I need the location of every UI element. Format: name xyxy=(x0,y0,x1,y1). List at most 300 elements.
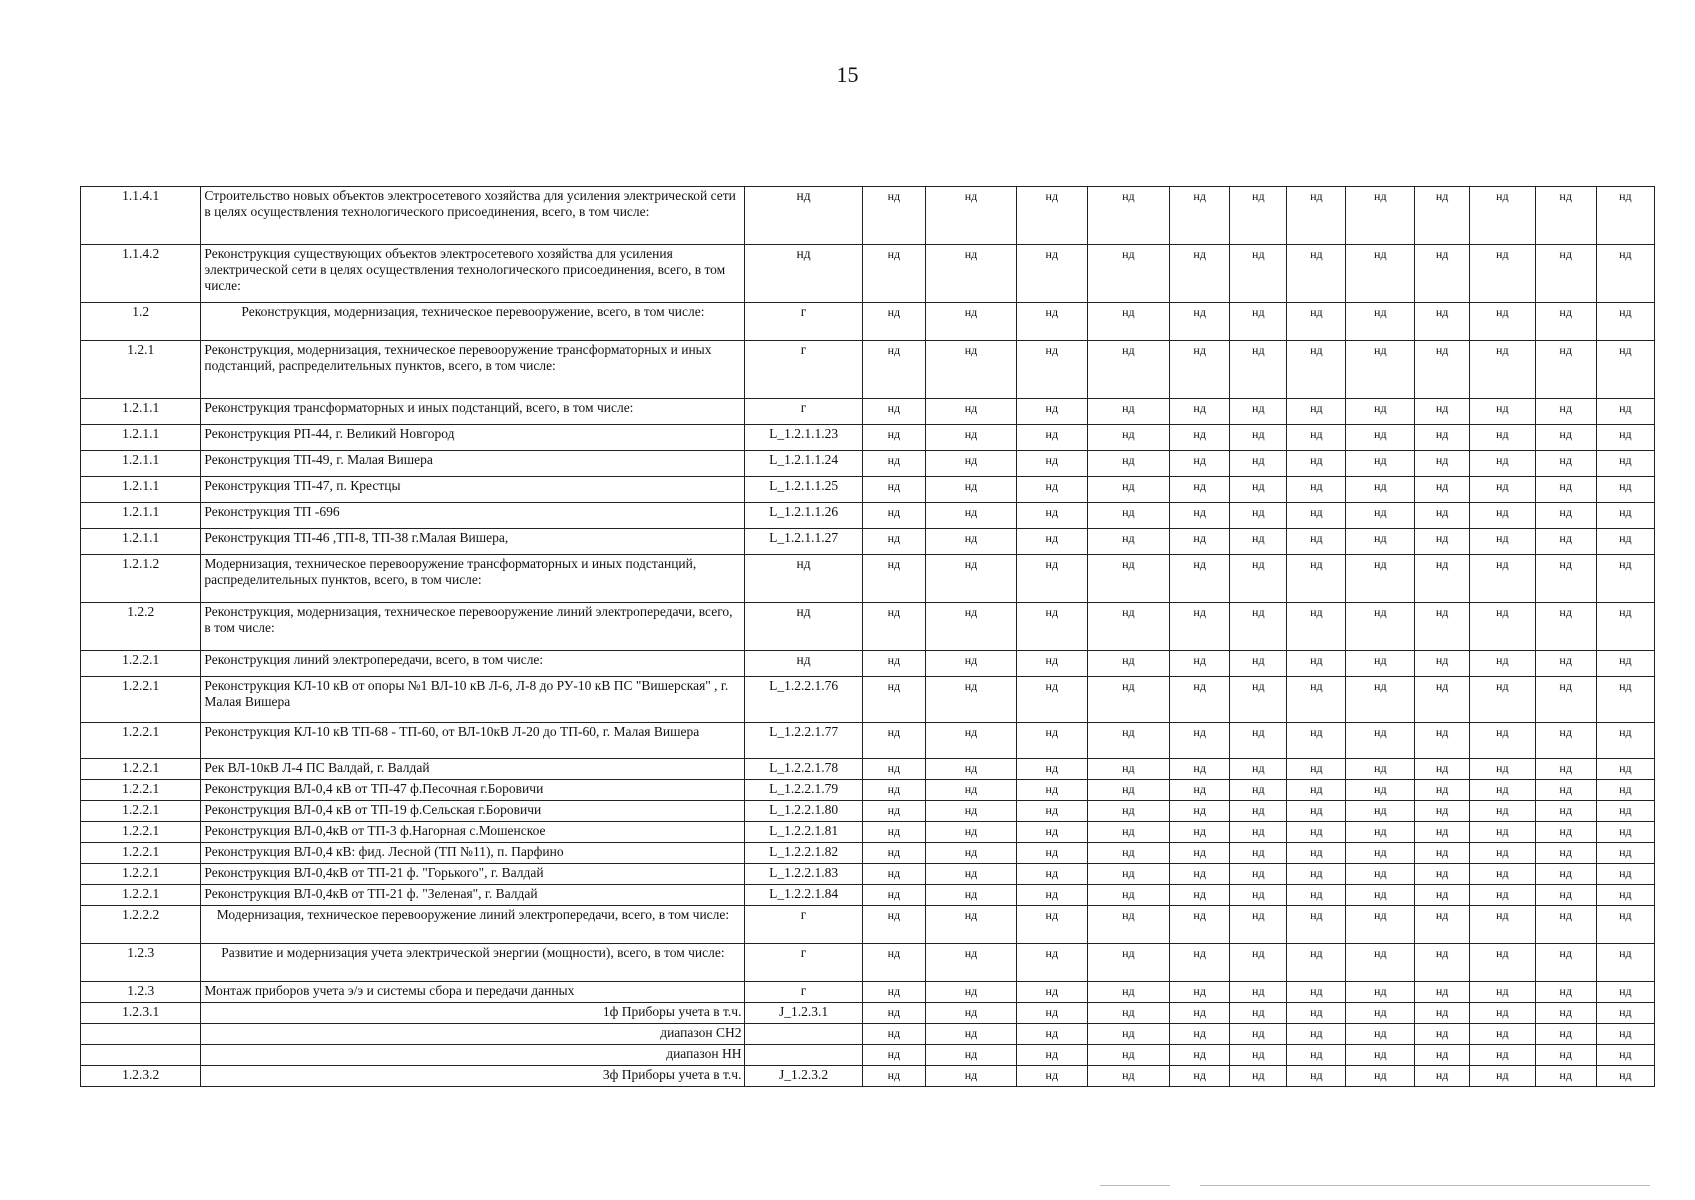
value-cell: нд xyxy=(1415,944,1470,982)
table-row xyxy=(81,780,1655,801)
value-cell: нд xyxy=(1170,451,1230,477)
table-row xyxy=(81,843,1655,864)
table-row xyxy=(81,1066,1655,1087)
value-cell: нд xyxy=(1415,759,1470,780)
value-cell: нд xyxy=(1415,885,1470,906)
value-cell: нд xyxy=(1230,603,1287,651)
value-cell: нд xyxy=(1287,677,1346,723)
row-description: Монтаж приборов учета э/э и системы сбора и передачи данных xyxy=(201,982,745,1003)
value-cell: нд xyxy=(1087,341,1169,399)
value-cell: нд xyxy=(1016,503,1087,529)
value-cell: нд xyxy=(1087,651,1169,677)
value-cell: нд xyxy=(862,303,925,341)
row-identifier: L_1.2.1.1.23 xyxy=(745,425,862,451)
value-cell: нд xyxy=(1016,477,1087,503)
row-description: Реконструкция ВЛ-0,4 кВ от ТП-47 ф.Песочная г.Боровичи xyxy=(201,780,745,801)
value-cell: нд xyxy=(1415,651,1470,677)
value-cell: нд xyxy=(1016,603,1087,651)
value-cell: нд xyxy=(1470,603,1535,651)
value-cell: нд xyxy=(1535,1003,1596,1024)
value-cell: нд xyxy=(1230,1066,1287,1087)
row-description: Реконструкция ВЛ-0,4кВ от ТП-21 ф. "Горького", г. Валдай xyxy=(201,864,745,885)
value-cell: нд xyxy=(1087,245,1169,303)
row-description: Реконструкция ТП-49, г. Малая Вишера xyxy=(201,451,745,477)
value-cell: нд xyxy=(1016,944,1087,982)
row-code: 1.2.1.2 xyxy=(81,555,201,603)
value-cell: нд xyxy=(1346,801,1415,822)
value-cell: нд xyxy=(1087,399,1169,425)
value-cell: нд xyxy=(1346,944,1415,982)
value-cell: нд xyxy=(1087,822,1169,843)
value-cell: нд xyxy=(862,843,925,864)
table-row xyxy=(81,801,1655,822)
row-identifier: L_1.2.2.1.76 xyxy=(745,677,862,723)
value-cell: нд xyxy=(1596,801,1654,822)
value-cell: нд xyxy=(1470,1003,1535,1024)
table-row xyxy=(81,906,1655,944)
table-row xyxy=(81,503,1655,529)
value-cell: нд xyxy=(1470,245,1535,303)
value-cell: нд xyxy=(1287,555,1346,603)
row-description: Реконструкция, модернизация, техническое перевооружение линий электропередачи, всего, в том числе: xyxy=(201,603,745,651)
row-identifier: L_1.2.2.1.83 xyxy=(745,864,862,885)
value-cell: нд xyxy=(1535,555,1596,603)
value-cell: нд xyxy=(1415,341,1470,399)
value-cell: нд xyxy=(1596,529,1654,555)
page-number: 15 xyxy=(836,62,859,87)
row-identifier: L_1.2.2.1.84 xyxy=(745,885,862,906)
value-cell: нд xyxy=(1470,555,1535,603)
value-cell: нд xyxy=(862,341,925,399)
value-cell: нд xyxy=(1470,944,1535,982)
value-cell: нд xyxy=(862,677,925,723)
value-cell: нд xyxy=(1087,1024,1169,1045)
value-cell: нд xyxy=(1535,723,1596,759)
value-cell: нд xyxy=(1415,451,1470,477)
value-cell: нд xyxy=(1287,982,1346,1003)
value-cell: нд xyxy=(926,982,1017,1003)
value-cell: нд xyxy=(1535,503,1596,529)
value-cell: нд xyxy=(1016,982,1087,1003)
row-identifier: L_1.2.2.1.80 xyxy=(745,801,862,822)
value-cell: нд xyxy=(1470,780,1535,801)
value-cell: нд xyxy=(1596,245,1654,303)
value-cell: нд xyxy=(1415,477,1470,503)
value-cell: нд xyxy=(862,1003,925,1024)
row-code xyxy=(81,1045,201,1066)
value-cell: нд xyxy=(1016,843,1087,864)
value-cell: нд xyxy=(1170,529,1230,555)
value-cell: нд xyxy=(1287,603,1346,651)
table-row xyxy=(81,944,1655,982)
value-cell: нд xyxy=(862,503,925,529)
value-cell: нд xyxy=(1087,944,1169,982)
value-cell: нд xyxy=(1230,759,1287,780)
row-description: 1ф Приборы учета в т.ч. xyxy=(201,1003,745,1024)
table-row xyxy=(81,759,1655,780)
value-cell: нд xyxy=(1470,529,1535,555)
value-cell: нд xyxy=(862,723,925,759)
value-cell: нд xyxy=(926,677,1017,723)
value-cell: нд xyxy=(1087,801,1169,822)
value-cell: нд xyxy=(1596,651,1654,677)
row-identifier: L_1.2.2.1.78 xyxy=(745,759,862,780)
value-cell: нд xyxy=(1346,1024,1415,1045)
value-cell: нд xyxy=(1415,1003,1470,1024)
value-cell: нд xyxy=(1287,503,1346,529)
value-cell: нд xyxy=(1170,780,1230,801)
value-cell: нд xyxy=(1596,759,1654,780)
value-cell: нд xyxy=(1346,982,1415,1003)
value-cell: нд xyxy=(926,843,1017,864)
value-cell: нд xyxy=(1596,1066,1654,1087)
value-cell: нд xyxy=(926,801,1017,822)
value-cell: нд xyxy=(1016,425,1087,451)
table-row xyxy=(81,451,1655,477)
value-cell: нд xyxy=(926,341,1017,399)
value-cell: нд xyxy=(862,1045,925,1066)
value-cell: нд xyxy=(1016,801,1087,822)
value-cell: нд xyxy=(1170,1003,1230,1024)
value-cell: нд xyxy=(1170,555,1230,603)
value-cell: нд xyxy=(1346,477,1415,503)
row-identifier: L_1.2.2.1.77 xyxy=(745,723,862,759)
value-cell: нд xyxy=(926,1045,1017,1066)
value-cell: нд xyxy=(1170,187,1230,245)
value-cell: нд xyxy=(1230,780,1287,801)
value-cell: нд xyxy=(1346,425,1415,451)
value-cell: нд xyxy=(1230,245,1287,303)
value-cell: нд xyxy=(862,822,925,843)
value-cell: нд xyxy=(862,399,925,425)
value-cell: нд xyxy=(1346,451,1415,477)
row-description: Развитие и модернизация учета электрической энергии (мощности), всего, в том числе: xyxy=(201,944,745,982)
row-code: 1.1.4.1 xyxy=(81,187,201,245)
value-cell: нд xyxy=(1470,801,1535,822)
value-cell: нд xyxy=(1470,822,1535,843)
value-cell: нд xyxy=(862,1024,925,1045)
value-cell: нд xyxy=(1535,1024,1596,1045)
value-cell: нд xyxy=(1596,341,1654,399)
value-cell: нд xyxy=(1170,822,1230,843)
value-cell: нд xyxy=(1016,529,1087,555)
value-cell: нд xyxy=(1016,651,1087,677)
value-cell: нд xyxy=(1415,529,1470,555)
value-cell: нд xyxy=(1230,1003,1287,1024)
value-cell: нд xyxy=(1287,303,1346,341)
row-code: 1.2.2.1 xyxy=(81,677,201,723)
value-cell: нд xyxy=(1230,677,1287,723)
value-cell: нд xyxy=(1535,843,1596,864)
value-cell: нд xyxy=(926,1024,1017,1045)
value-cell: нд xyxy=(926,451,1017,477)
value-cell: нд xyxy=(862,187,925,245)
value-cell: нд xyxy=(1170,906,1230,944)
table-row xyxy=(81,425,1655,451)
value-cell: нд xyxy=(1016,822,1087,843)
row-code: 1.2 xyxy=(81,303,201,341)
table-row xyxy=(81,245,1655,303)
row-identifier: L_1.2.1.1.24 xyxy=(745,451,862,477)
row-identifier xyxy=(745,1045,862,1066)
row-description: Реконструкция ТП-46 ,ТП-8, ТП-38 г.Малая Вишера, xyxy=(201,529,745,555)
value-cell: нд xyxy=(1170,303,1230,341)
value-cell: нд xyxy=(1346,399,1415,425)
value-cell: нд xyxy=(1287,1066,1346,1087)
value-cell: нд xyxy=(1230,1045,1287,1066)
row-identifier: г xyxy=(745,303,862,341)
value-cell: нд xyxy=(1087,1066,1169,1087)
row-identifier: нд xyxy=(745,245,862,303)
value-cell: нд xyxy=(1287,944,1346,982)
value-cell: нд xyxy=(1170,843,1230,864)
value-cell: нд xyxy=(926,555,1017,603)
value-cell: нд xyxy=(1415,245,1470,303)
value-cell: нд xyxy=(1230,187,1287,245)
value-cell: нд xyxy=(1230,1024,1287,1045)
value-cell: нд xyxy=(862,555,925,603)
value-cell: нд xyxy=(1415,822,1470,843)
value-cell: нд xyxy=(1170,864,1230,885)
row-code: 1.2.2.1 xyxy=(81,822,201,843)
value-cell: нд xyxy=(1596,780,1654,801)
value-cell: нд xyxy=(1535,864,1596,885)
value-cell: нд xyxy=(1170,341,1230,399)
value-cell: нд xyxy=(1535,1045,1596,1066)
value-cell: нд xyxy=(1087,425,1169,451)
value-cell: нд xyxy=(1016,303,1087,341)
value-cell: нд xyxy=(1415,399,1470,425)
value-cell: нд xyxy=(1346,555,1415,603)
value-cell: нд xyxy=(862,982,925,1003)
value-cell: нд xyxy=(1346,303,1415,341)
value-cell: нд xyxy=(1087,555,1169,603)
value-cell: нд xyxy=(1170,677,1230,723)
value-cell: нд xyxy=(1087,864,1169,885)
row-description: Реконструкция ВЛ-0,4кВ от ТП-3 ф.Нагорная с.Мошенское xyxy=(201,822,745,843)
value-cell: нд xyxy=(1230,451,1287,477)
value-cell: нд xyxy=(1087,843,1169,864)
value-cell: нд xyxy=(1535,341,1596,399)
row-description: Реконструкция трансформаторных и иных подстанций, всего, в том числе: xyxy=(201,399,745,425)
value-cell: нд xyxy=(1170,1045,1230,1066)
value-cell: нд xyxy=(1016,451,1087,477)
value-cell: нд xyxy=(1170,759,1230,780)
value-cell: нд xyxy=(862,885,925,906)
value-cell: нд xyxy=(926,477,1017,503)
value-cell: нд xyxy=(862,944,925,982)
value-cell: нд xyxy=(1346,503,1415,529)
value-cell: нд xyxy=(1415,1024,1470,1045)
value-cell: нд xyxy=(1535,677,1596,723)
row-identifier: J_1.2.3.1 xyxy=(745,1003,862,1024)
value-cell: нд xyxy=(1346,822,1415,843)
row-identifier: L_1.2.1.1.27 xyxy=(745,529,862,555)
value-cell: нд xyxy=(926,1066,1017,1087)
row-code: 1.2.2.1 xyxy=(81,780,201,801)
value-cell: нд xyxy=(1535,822,1596,843)
value-cell: нд xyxy=(1230,503,1287,529)
value-cell: нд xyxy=(1287,651,1346,677)
table-row xyxy=(81,603,1655,651)
value-cell: нд xyxy=(1170,801,1230,822)
value-cell: нд xyxy=(862,603,925,651)
value-cell: нд xyxy=(926,425,1017,451)
value-cell: нд xyxy=(926,864,1017,885)
value-cell: нд xyxy=(1470,723,1535,759)
table-row xyxy=(81,864,1655,885)
value-cell: нд xyxy=(1535,603,1596,651)
value-cell: нд xyxy=(1596,723,1654,759)
value-cell: нд xyxy=(1535,944,1596,982)
value-cell: нд xyxy=(1596,1003,1654,1024)
value-cell: нд xyxy=(1016,759,1087,780)
row-description: Реконструкция ВЛ-0,4 кВ: фид. Лесной (ТП №11), п. Парфино xyxy=(201,843,745,864)
row-description: Реконструкция, модернизация, техническое перевооружение, всего, в том числе: xyxy=(201,303,745,341)
value-cell: нд xyxy=(1287,864,1346,885)
value-cell: нд xyxy=(1016,864,1087,885)
value-cell: нд xyxy=(1230,425,1287,451)
value-cell: нд xyxy=(1346,245,1415,303)
value-cell: нд xyxy=(862,529,925,555)
value-cell: нд xyxy=(1287,451,1346,477)
value-cell: нд xyxy=(1415,906,1470,944)
scan-artifact-line xyxy=(1200,1185,1650,1186)
table-row xyxy=(81,529,1655,555)
row-code: 1.2.3 xyxy=(81,982,201,1003)
value-cell: нд xyxy=(1535,303,1596,341)
value-cell: нд xyxy=(1470,503,1535,529)
value-cell: нд xyxy=(1087,723,1169,759)
value-cell: нд xyxy=(1230,843,1287,864)
value-cell: нд xyxy=(1287,906,1346,944)
row-code: 1.2.2.1 xyxy=(81,843,201,864)
value-cell: нд xyxy=(1535,1066,1596,1087)
value-cell: нд xyxy=(1087,187,1169,245)
value-cell: нд xyxy=(1596,503,1654,529)
row-description: Модернизация, техническое перевооружение линий электропередачи, всего, в том числе: xyxy=(201,906,745,944)
value-cell: нд xyxy=(1535,425,1596,451)
value-cell: нд xyxy=(1346,906,1415,944)
value-cell: нд xyxy=(1087,1003,1169,1024)
value-cell: нд xyxy=(1230,944,1287,982)
value-cell: нд xyxy=(1230,399,1287,425)
value-cell: нд xyxy=(926,723,1017,759)
value-cell: нд xyxy=(1596,555,1654,603)
value-cell: нд xyxy=(1535,780,1596,801)
table-row xyxy=(81,885,1655,906)
value-cell: нд xyxy=(1596,425,1654,451)
value-cell: нд xyxy=(1596,822,1654,843)
value-cell: нд xyxy=(1087,759,1169,780)
row-code: 1.2.2.1 xyxy=(81,723,201,759)
value-cell: нд xyxy=(1415,801,1470,822)
row-description: Реконструкция линий электропередачи, всего, в том числе: xyxy=(201,651,745,677)
row-code: 1.2.3.1 xyxy=(81,1003,201,1024)
row-description: Реконструкция ВЛ-0,4кВ от ТП-21 ф. "Зеленая", г. Валдай xyxy=(201,885,745,906)
table-row xyxy=(81,1003,1655,1024)
row-identifier: г xyxy=(745,341,862,399)
row-code: 1.2.1.1 xyxy=(81,477,201,503)
value-cell: нд xyxy=(1170,603,1230,651)
row-identifier: L_1.2.2.1.82 xyxy=(745,843,862,864)
value-cell: нд xyxy=(1596,603,1654,651)
value-cell: нд xyxy=(1230,651,1287,677)
row-code: 1.2.1.1 xyxy=(81,529,201,555)
value-cell: нд xyxy=(926,603,1017,651)
value-cell: нд xyxy=(1415,303,1470,341)
value-cell: нд xyxy=(1016,399,1087,425)
row-code xyxy=(81,1024,201,1045)
value-cell: нд xyxy=(1230,303,1287,341)
value-cell: нд xyxy=(1287,1024,1346,1045)
row-identifier: J_1.2.3.2 xyxy=(745,1066,862,1087)
value-cell: нд xyxy=(1596,187,1654,245)
value-cell: нд xyxy=(1535,477,1596,503)
value-cell: нд xyxy=(1170,723,1230,759)
value-cell: нд xyxy=(1346,603,1415,651)
table-row xyxy=(81,399,1655,425)
value-cell: нд xyxy=(1087,451,1169,477)
row-description: Реконструкция ТП -696 xyxy=(201,503,745,529)
value-cell: нд xyxy=(1535,982,1596,1003)
row-code: 1.2.2 xyxy=(81,603,201,651)
value-cell: нд xyxy=(1470,1045,1535,1066)
value-cell: нд xyxy=(1087,677,1169,723)
row-description: диапазон СН2 xyxy=(201,1024,745,1045)
value-cell: нд xyxy=(1415,603,1470,651)
value-cell: нд xyxy=(1596,677,1654,723)
row-code: 1.2.1.1 xyxy=(81,425,201,451)
row-identifier: L_1.2.1.1.25 xyxy=(745,477,862,503)
value-cell: нд xyxy=(1596,1045,1654,1066)
table-row xyxy=(81,303,1655,341)
value-cell: нд xyxy=(1016,677,1087,723)
value-cell: нд xyxy=(1535,529,1596,555)
value-cell: нд xyxy=(862,451,925,477)
value-cell: нд xyxy=(1287,341,1346,399)
value-cell: нд xyxy=(1596,906,1654,944)
value-cell: нд xyxy=(1470,677,1535,723)
value-cell: нд xyxy=(1596,982,1654,1003)
row-description: Реконструкция существующих объектов электросетевого хозяйства для усиления электрической сети в целях осуществления технологического присоединения, всего, в том числе: xyxy=(201,245,745,303)
value-cell: нд xyxy=(862,864,925,885)
value-cell: нд xyxy=(1016,723,1087,759)
value-cell: нд xyxy=(1016,1024,1087,1045)
value-cell: нд xyxy=(1415,425,1470,451)
value-cell: нд xyxy=(1230,341,1287,399)
value-cell: нд xyxy=(1016,885,1087,906)
row-code: 1.2.2.2 xyxy=(81,906,201,944)
value-cell: нд xyxy=(1287,245,1346,303)
value-cell: нд xyxy=(1415,555,1470,603)
value-cell: нд xyxy=(1535,187,1596,245)
table-row xyxy=(81,651,1655,677)
value-cell: нд xyxy=(1415,982,1470,1003)
value-cell: нд xyxy=(1016,780,1087,801)
value-cell: нд xyxy=(1287,1045,1346,1066)
value-cell: нд xyxy=(1287,843,1346,864)
value-cell: нд xyxy=(1170,944,1230,982)
value-cell: нд xyxy=(1470,982,1535,1003)
value-cell: нд xyxy=(1230,801,1287,822)
value-cell: нд xyxy=(1287,801,1346,822)
value-cell: нд xyxy=(1470,1066,1535,1087)
value-cell: нд xyxy=(1470,187,1535,245)
value-cell: нд xyxy=(1230,477,1287,503)
value-cell: нд xyxy=(926,885,1017,906)
row-identifier: г xyxy=(745,399,862,425)
